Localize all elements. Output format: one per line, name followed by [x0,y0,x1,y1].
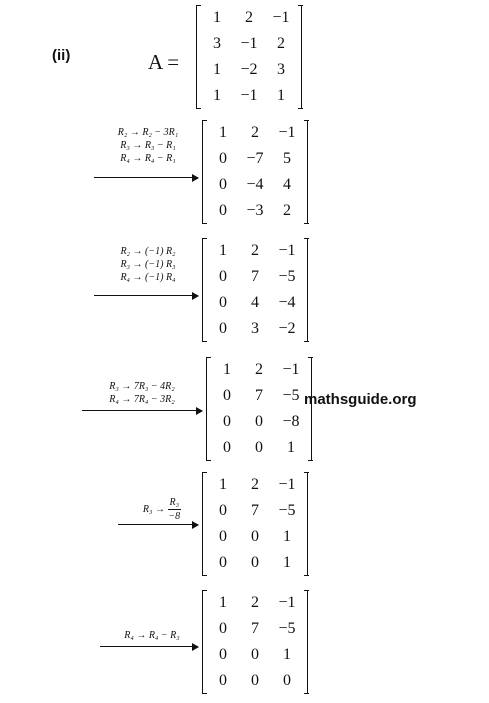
matrix-cell: 4 [251,294,259,311]
part-label: (ii) [52,47,71,64]
matrix-cell: 0 [219,672,227,689]
matrix-cell: 7 [251,268,259,285]
matrix-step3 [206,357,312,461]
step2-op2: R₃ → (−1) R₃ [120,259,176,270]
matrix-cell: −5 [278,268,296,285]
watermark: mathsguide.org [304,391,417,408]
matrix-cell: 0 [251,672,259,689]
matrix-cell: −1 [278,124,296,141]
matrix-cell: 0 [219,268,227,285]
matrix-cell: 7 [251,620,259,637]
matrix-cell: 0 [255,439,263,456]
matrix-cell: 0 [251,646,259,663]
matrix-cell: −1 [278,476,296,493]
matrix-cell: 1 [213,61,221,78]
matrix-cell: −5 [278,620,296,637]
matrix-cell: 2 [251,594,259,611]
matrix-cell: 0 [219,620,227,637]
matrix-step1 [202,120,308,224]
matrix-cell: 0 [219,502,227,519]
matrix-cell: −1 [240,87,258,104]
matrix-cell: −5 [282,387,300,404]
step4-op-lhs: R₃ → [142,503,165,515]
step3-operations [96,380,188,406]
matrix-cell: −3 [246,202,264,219]
step2-arrow [94,295,198,296]
matrix-cell: 1 [219,594,227,611]
matrix-cell: 5 [283,150,291,167]
matrix-cell: 1 [219,476,227,493]
step1-operations [100,126,196,165]
matrix-cell: −8 [282,413,300,430]
matrix-cell: 1 [283,554,291,571]
step4-operation [136,496,188,523]
matrix-cell: −4 [246,176,264,193]
matrix-cell: −1 [278,242,296,259]
step1-arrow [94,177,198,178]
matrix-cell: −1 [282,361,300,378]
matrix-cell: 0 [223,387,231,404]
matrix-cell: 7 [251,502,259,519]
matrix-cell: 7 [255,387,263,404]
matrix-cell: 0 [219,294,227,311]
matrix-step2 [202,238,308,342]
step2-operations [102,245,194,284]
step5-arrow [100,646,198,647]
step3-op1: R₃ → 7R₃ − 4R₂ [109,381,175,392]
matrix-cell: 0 [283,672,291,689]
matrix-cell: −2 [278,320,296,337]
step2-op1: R₂ → (−1) R₂ [120,246,176,257]
matrix-cell: 3 [277,61,285,78]
step1-op1: R₂ → R₂ − 3R₁ [117,127,179,138]
step3-op2: R₄ → 7R₄ − 3R₂ [109,394,175,405]
matrix-cell: 2 [251,476,259,493]
matrix-cell: 1 [283,646,291,663]
matrix-cell: 0 [255,413,263,430]
matrix-cell: 0 [223,413,231,430]
matrix-cell: 3 [251,320,259,337]
matrix-cell: 1 [287,439,295,456]
matrix-cell: 2 [283,202,291,219]
matrix-a-label: A = [148,50,180,74]
matrix-cell: 0 [219,176,227,193]
matrix-cell: 2 [251,242,259,259]
matrix-cell: 0 [223,439,231,456]
matrix-cell: −4 [278,294,296,311]
step1-op3: R₄ → R₄ − R₁ [120,153,176,164]
matrix-cell: −1 [240,35,258,52]
matrix-cell: 2 [255,361,263,378]
matrix-cell: 0 [219,528,227,545]
matrix-cell: −1 [272,9,290,26]
matrix-cell: 1 [213,87,221,104]
matrix-cell: −7 [246,150,264,167]
matrix-cell: −2 [240,61,258,78]
matrix-cell: 1 [223,361,231,378]
matrix-step5 [202,590,308,694]
matrix-cell: 1 [277,87,285,104]
step3-arrow [82,410,202,411]
matrix-cell: 0 [219,554,227,571]
matrix-cell: 0 [219,202,227,219]
step5-op1: R₄ → R₄ − R₃ [124,630,180,641]
matrix-cell: 2 [251,124,259,141]
step1-op2: R₃ → R₃ − R₁ [120,140,176,151]
matrix-cell: 1 [219,124,227,141]
matrix-cell: 1 [219,242,227,259]
matrix-cell: 3 [213,35,221,52]
matrix-cell: 0 [219,150,227,167]
matrix-cell: 4 [283,176,291,193]
matrix-cell: 2 [245,9,253,26]
step4-op-fraction [168,496,182,523]
step4-arrow [118,524,198,525]
matrix-cell: 0 [219,320,227,337]
matrix-cell: 1 [283,528,291,545]
matrix-cell: 0 [251,554,259,571]
matrix-cell: −1 [278,594,296,611]
matrix-step4 [202,472,308,576]
matrix-cell: 0 [251,528,259,545]
step4-op-denominator: −8 [168,511,181,522]
matrix-cell: 2 [277,35,285,52]
matrix-cell: 1 [213,9,221,26]
matrix-cell: −5 [278,502,296,519]
matrix-cell: 0 [219,646,227,663]
step2-op3: R₄ → (−1) R₄ [120,272,176,283]
step5-operation [114,629,190,642]
step4-op-numerator: R₃ [169,497,180,508]
matrix-a [196,5,302,109]
